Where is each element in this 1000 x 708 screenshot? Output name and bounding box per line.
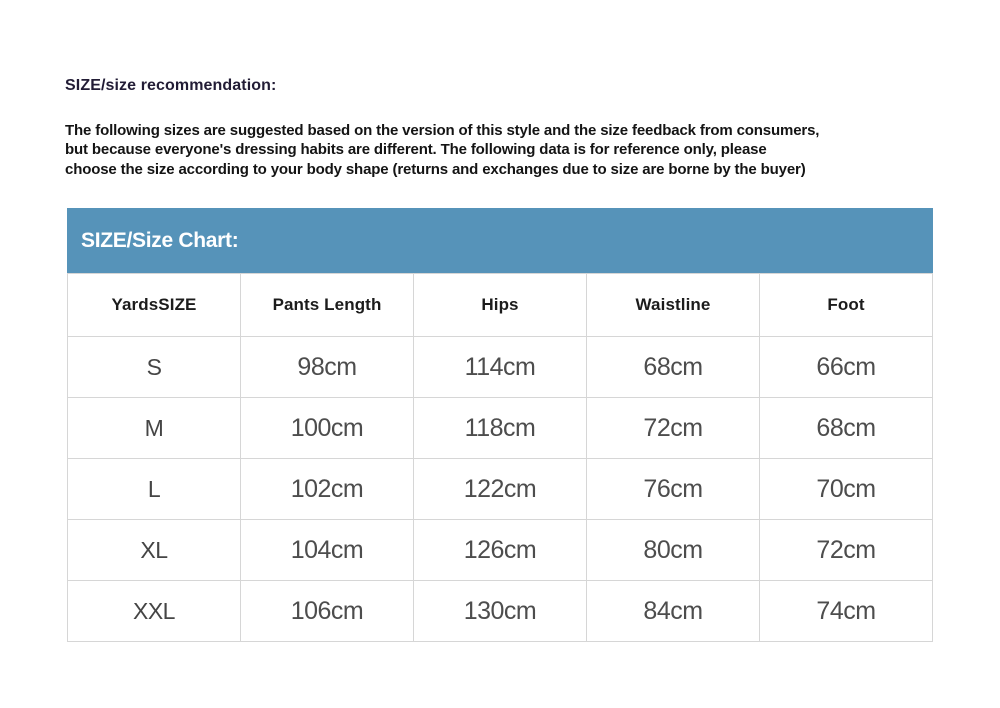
column-header-hips: Hips	[414, 274, 587, 337]
pants-length-cell: 100cm	[241, 398, 414, 459]
table-row-s	[68, 337, 933, 398]
size-label-cell: XL	[68, 520, 241, 581]
size-chart-table	[67, 273, 933, 642]
size-chart-banner-title: SIZE/Size Chart:	[81, 228, 239, 252]
waistline-cell: 68cm	[587, 337, 760, 398]
hips-cell: 114cm	[414, 337, 587, 398]
foot-cell: 72cm	[760, 520, 933, 581]
size-recommendation-paragraph	[65, 121, 819, 179]
foot-cell: 74cm	[760, 581, 933, 642]
size-chart-banner	[67, 208, 933, 273]
size-recommendation-line: choose the size according to your body shape (returns and exchanges due to size are borne by the buyer)	[65, 160, 806, 178]
foot-cell: 70cm	[760, 459, 933, 520]
foot-cell: 68cm	[760, 398, 933, 459]
column-header-pants-length: Pants Length	[241, 274, 414, 337]
column-header-waistline: Waistline	[587, 274, 760, 337]
hips-cell: 130cm	[414, 581, 587, 642]
column-header-foot: Foot	[760, 274, 933, 337]
table-row-xxl	[68, 581, 933, 642]
foot-cell: 66cm	[760, 337, 933, 398]
size-label-cell: L	[68, 459, 241, 520]
pants-length-cell: 106cm	[241, 581, 414, 642]
pants-length-cell: 102cm	[241, 459, 414, 520]
size-label-cell: XXL	[68, 581, 241, 642]
waistline-cell: 76cm	[587, 459, 760, 520]
table-row-xl	[68, 520, 933, 581]
hips-cell: 118cm	[414, 398, 587, 459]
size-label-cell: S	[68, 337, 241, 398]
size-recommendation-title: SIZE/size recommendation:	[65, 77, 277, 94]
size-recommendation-line: but because everyone's dressing habits are different. The following data is for reference only, please	[65, 141, 767, 159]
hips-cell: 126cm	[414, 520, 587, 581]
pants-length-cell: 98cm	[241, 337, 414, 398]
size-label-cell: M	[68, 398, 241, 459]
waistline-cell: 80cm	[587, 520, 760, 581]
table-header-row	[68, 274, 933, 337]
waistline-cell: 72cm	[587, 398, 760, 459]
table-row-l	[68, 459, 933, 520]
size-recommendation-line: The following sizes are suggested based on the version of this style and the size feedback from consumers,	[65, 122, 820, 139]
waistline-cell: 84cm	[587, 581, 760, 642]
pants-length-cell: 104cm	[241, 520, 414, 581]
column-header-yards-size: YardsSIZE	[68, 274, 241, 337]
hips-cell: 122cm	[414, 459, 587, 520]
table-row-m	[68, 398, 933, 459]
